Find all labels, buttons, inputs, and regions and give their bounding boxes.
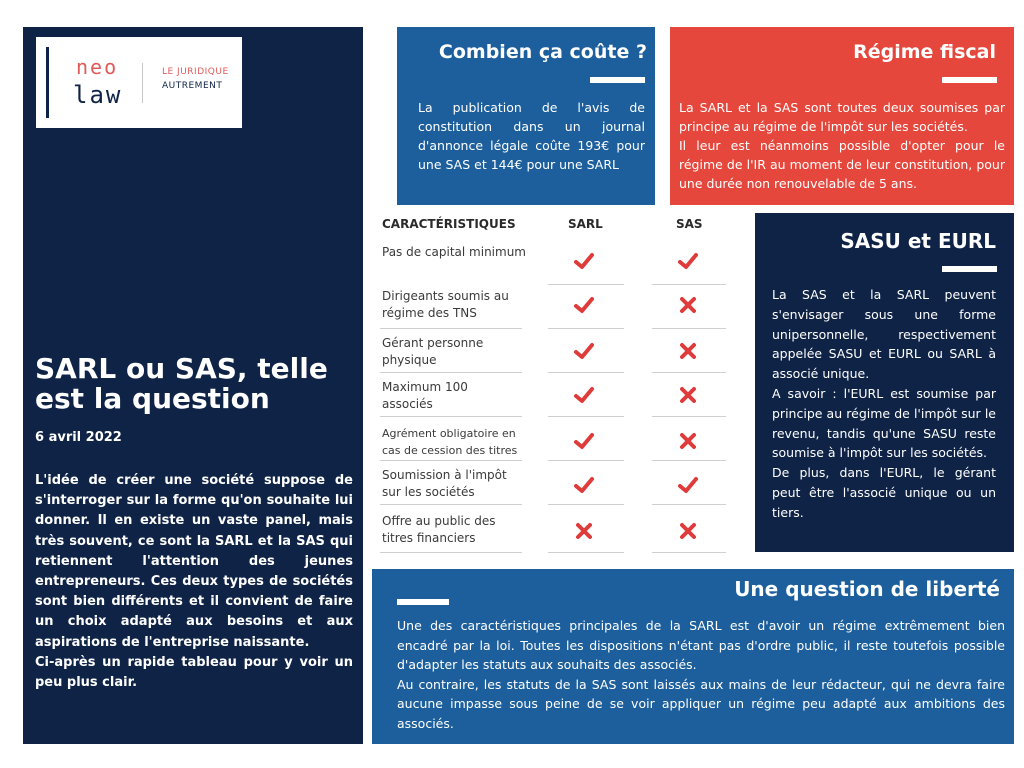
row-label: Soumission à l'impôt sur les sociétés [382, 468, 507, 499]
fiscal-panel [670, 27, 1014, 205]
check-icon [572, 429, 596, 453]
fiscal-underline [942, 77, 997, 83]
table-row [380, 461, 730, 505]
liberte-underline [397, 599, 449, 605]
check-icon [572, 473, 596, 497]
logo-bar [46, 47, 49, 118]
sarl-mark [572, 519, 596, 543]
sas-mark [676, 293, 700, 317]
publication-date: 6 avril 2022 [35, 430, 122, 445]
logo-tagline-1: LE JURIDIQUE [162, 67, 229, 77]
row-label: Maximum 100 associés [382, 380, 468, 411]
cost-panel [397, 27, 655, 205]
liberte-text [397, 616, 1005, 733]
cost-text: La publication de l'avis de constitution dans un journal d'annonce légale coûte 193€ pour une SAS et 144€ pour une SARL [418, 100, 645, 172]
header-features: CARACTÉRISTIQUES [382, 217, 516, 231]
sasu-paragraph-2: A savoir : l'EURL est soumise par principe au régime de l'impôt sur le revenu, tandis qu'une SASU reste soumise à l'impôt sur les sociétés. [772, 385, 996, 461]
sas-mark [676, 519, 700, 543]
table-row [380, 241, 730, 285]
cost-heading: Combien ça coûte ? [438, 41, 647, 63]
comparison-table [380, 215, 730, 560]
row-divider [548, 552, 624, 553]
row-divider [380, 504, 522, 505]
sasu-underline [942, 266, 997, 272]
sarl-mark [572, 473, 596, 497]
liberte-paragraph-2: Au contraire, les statuts de la SAS sont laissés aux mains de leur rédacteur, qui ne devra faire aucune impasse sous peine de se voir appliquer un régime peu adapté aux ambitions des associés. [397, 676, 1005, 731]
logo-divider [142, 63, 143, 103]
intro-paragraph-2: Ci-après un rapide tableau pour y voir un peu plus clair. [35, 654, 353, 691]
fiscal-paragraph-1: La SARL et la SAS sont toutes deux soumises par principe au régime de l'impôt sur les sociétés. [679, 100, 1005, 134]
intro-text [35, 471, 353, 693]
sasu-paragraph-3: De plus, dans l'EURL, le gérant peut être l'associé unique ou un tiers. [772, 465, 996, 520]
cross-icon [676, 519, 700, 543]
sasu-paragraph-1: La SAS et la SARL peuvent s'envisager sous une forme unipersonnelle, respectivement appelée SASU et EURL ou SARL à associé unique. [772, 287, 996, 382]
row-divider [548, 504, 624, 505]
liberte-heading: Une question de liberté [734, 577, 1000, 601]
sarl-mark [572, 339, 596, 363]
cross-icon [572, 519, 596, 543]
logo-law: law [73, 81, 123, 109]
fiscal-paragraph-2: Il leur est néanmoins possible d'opter pour le régime de l'IR au moment de leur constitution, pour une durée non renouvelable de 5 ans. [679, 138, 1005, 191]
fiscal-text [679, 98, 1005, 193]
sas-mark [676, 473, 700, 497]
header-sarl: SARL [568, 217, 603, 231]
row-divider [652, 552, 726, 553]
cross-icon [676, 293, 700, 317]
sas-mark [676, 383, 700, 407]
cost-underline [590, 77, 645, 83]
liberte-paragraph-1: Une des caractéristiques principales de la SARL est d'avoir un régime extrêmement bien encadré par la loi. Toutes les dispositions n'étant pas d'ordre public, il reste toutefois possible d'adapter les statuts aux souhaits des associés. [397, 618, 1005, 672]
check-icon [572, 249, 596, 273]
row-label: Gérant personne physique [382, 336, 484, 367]
sas-mark [676, 429, 700, 453]
cross-icon [676, 383, 700, 407]
header-sas: SAS [676, 217, 703, 231]
row-label: Dirigeants soumis au régime des TNS [382, 289, 509, 320]
row-label: Pas de capital minimum [382, 245, 526, 259]
neolaw-logo [36, 37, 242, 128]
row-label: Offre au public des titres financiers [382, 514, 496, 545]
liberte-panel [372, 569, 1014, 744]
table-row [380, 417, 730, 461]
sasu-eurl-panel [755, 213, 1014, 552]
sarl-mark [572, 383, 596, 407]
cross-icon [676, 429, 700, 453]
logo-neo: neo [76, 55, 119, 79]
table-row [380, 285, 730, 329]
sasu-text [772, 285, 996, 523]
table-row [380, 373, 730, 417]
sas-mark [676, 249, 700, 273]
sas-mark [676, 339, 700, 363]
row-divider [380, 552, 522, 553]
check-icon [572, 383, 596, 407]
table-row [380, 329, 730, 373]
sarl-mark [572, 249, 596, 273]
check-icon [572, 293, 596, 317]
sarl-mark [572, 293, 596, 317]
page-title: SARL ou SAS, telle est la question [35, 352, 328, 415]
fiscal-heading: Régime fiscal [853, 41, 996, 63]
row-divider [652, 504, 726, 505]
check-icon [676, 249, 700, 273]
check-icon [572, 339, 596, 363]
logo-tagline-2: AUTREMENT [162, 81, 223, 91]
intro-paragraph-1: L'idée de créer une société suppose de s'interroger sur la forme qu'on souhaite lui donner. Il en existe un vaste panel, mais très souvent, ce sont la SARL et la SAS qui retiennent l'attention des jeunes entrepreneurs. Ces deux types de sociétés sont bien différents et il convient de faire un choix adapté aux besoins et aux aspirations de l'entreprise naissante. [35, 473, 353, 650]
intro-panel [23, 27, 363, 744]
sasu-heading: SASU et EURL [840, 229, 996, 253]
table-row [380, 507, 730, 553]
cross-icon [676, 339, 700, 363]
check-icon [676, 473, 700, 497]
sarl-mark [572, 429, 596, 453]
row-label: Agrément obligatoire en cas de cession des titres [382, 427, 518, 457]
